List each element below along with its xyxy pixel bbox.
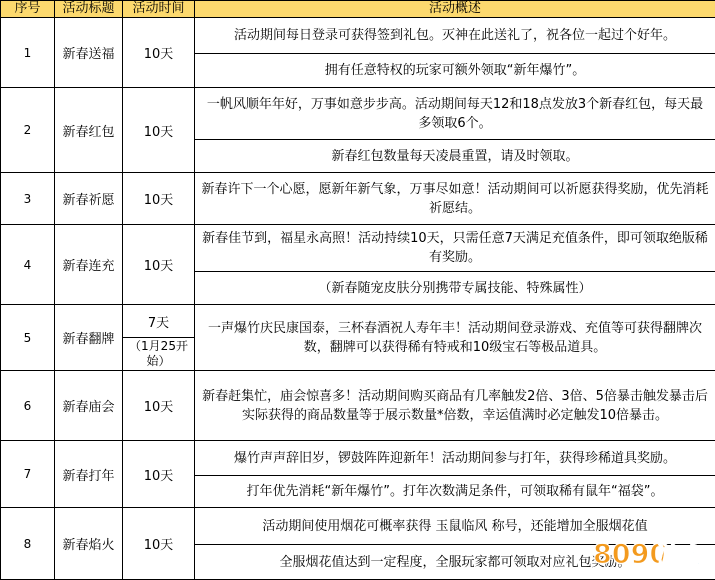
header-desc: 活动概述	[195, 1, 715, 18]
table-row	[1, 18, 715, 54]
row-title: 新春翻牌	[55, 305, 123, 371]
row-number: 3	[1, 173, 55, 225]
row-desc: 打年优先消耗“新年爆竹”。打年次数满足条件，可领取稀有鼠年“福袋”。	[195, 476, 715, 508]
row-title: 新春连充	[55, 225, 123, 305]
header-title: 活动标题	[55, 1, 123, 18]
row-desc: （新春随宠皮肤分别携带专属技能、特殊属性）	[195, 272, 715, 305]
header-row	[1, 1, 715, 18]
row-number: 2	[1, 88, 55, 173]
row-time: 10天	[123, 18, 195, 88]
row-time: 10天	[123, 225, 195, 305]
table-row	[1, 371, 715, 441]
row-title: 新春打年	[55, 441, 123, 508]
row-time: 7天	[123, 305, 195, 338]
watermark-logo-icon	[591, 530, 713, 574]
row-desc: 活动期间每日登录可获得签到礼包。灭神在此送礼了，祝各位一起过个好年。	[195, 18, 715, 54]
row-time: 10天	[123, 371, 195, 441]
table-row	[1, 441, 715, 476]
row-title: 新春送福	[55, 18, 123, 88]
row-title: 新春庙会	[55, 371, 123, 441]
row-desc: 活动期间使用烟花可概率获得 玉鼠临风 称号，还能增加全服烟花值	[195, 508, 715, 545]
row-desc: 爆竹声声辞旧岁，锣鼓阵阵迎新年！活动期间参与打年，获得珍稀道具奖励。	[195, 441, 715, 476]
row-number: 4	[1, 225, 55, 305]
row-number: 8	[1, 508, 55, 580]
table-row	[1, 173, 715, 225]
row-time: 10天	[123, 441, 195, 508]
table-row	[1, 305, 715, 338]
header-time: 活动时间	[123, 1, 195, 18]
row-desc: 拥有任意特权的玩家可额外领取“新年爆竹”。	[195, 54, 715, 88]
row-time-note: （1月25开始）	[123, 338, 195, 371]
row-title: 新春红包	[55, 88, 123, 173]
row-number: 6	[1, 371, 55, 441]
row-desc: 新春赶集忙，庙会惊喜多！活动期间购买商品有几率触发2倍、3倍、5倍暴击触发暴击后实际获得的商品数量等于展示数量*倍数，幸运值满时必定触发10倍暴击。	[195, 371, 715, 441]
row-time: 10天	[123, 508, 195, 580]
table-row	[1, 88, 715, 140]
row-number: 5	[1, 305, 55, 371]
table-row	[1, 225, 715, 272]
header-no: 序号	[1, 1, 55, 18]
row-time: 10天	[123, 173, 195, 225]
row-time: 10天	[123, 88, 195, 173]
site-watermark-logo	[591, 530, 713, 574]
row-desc: 新春佳节到，福星永高照！活动持续10天，只需任意7天满足充值条件，即可领取绝版稀有奖励。	[195, 225, 715, 272]
row-desc: 新春红包数量每天凌晨重置，请及时领取。	[195, 140, 715, 173]
row-number: 7	[1, 441, 55, 508]
row-desc: 一声爆竹庆民康国泰，三杯春酒祝人寿年丰！活动期间登录游戏、充值等可获得翻牌次数，翻牌可以获得稀有特戒和10级宝石等极品道具。	[195, 305, 715, 371]
watermark-digits: 8090	[593, 539, 668, 570]
row-number: 1	[1, 18, 55, 88]
row-desc: 新春许下一个心愿，愿新年新气象，万事尽如意！活动期间可以祈愿获得奖励，优先消耗祈愿结。	[195, 173, 715, 225]
row-title: 新春祈愿	[55, 173, 123, 225]
row-title: 新春焰火	[55, 508, 123, 580]
row-desc: 一帆风顺年年好，万事如意步步高。活动期间每天12和18点发放3个新春红包，每天最多领取6个。	[195, 88, 715, 140]
row-desc: 全服烟花值达到一定程度，全服玩家都可领取对应礼包奖励。	[195, 545, 715, 580]
watermark-text: 游戏	[657, 543, 701, 569]
